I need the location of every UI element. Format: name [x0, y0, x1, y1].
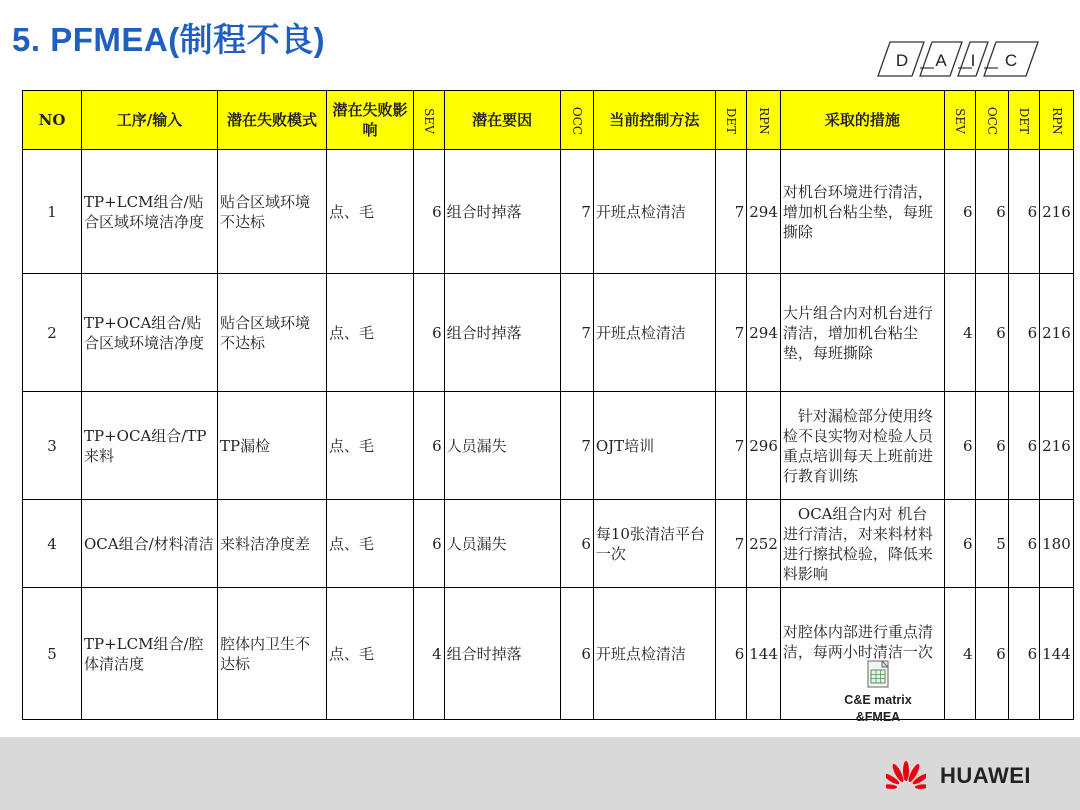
table-row [23, 150, 1074, 274]
object-label-line1: C&E matrix [844, 693, 912, 707]
cell-process: TP+LCM组合/贴合区域环境洁净度 [82, 150, 218, 274]
cell-det: 7 [715, 500, 746, 588]
cell-occ: 6 [560, 588, 593, 720]
cell-process: TP+OCA组合/TP来料 [82, 392, 218, 500]
cell-no: 5 [23, 588, 82, 720]
cell-occ: 7 [560, 274, 593, 392]
cell-control: 每10张清洁平台一次 [593, 500, 715, 588]
cell-occ-after: 6 [975, 588, 1008, 720]
cell-occ: 7 [560, 392, 593, 500]
header-action: 采取的措施 [780, 91, 944, 150]
cell-sev-after: 6 [944, 150, 975, 274]
cell-action: 对机台环境进行清洁，增加机台粘尘垫，每班撕除 [780, 150, 944, 274]
cell-failure-effect: 点、毛 [327, 150, 414, 274]
cell-cause: 组合时掉落 [444, 588, 560, 720]
cell-rpn: 294 [747, 150, 781, 274]
cell-action: 对腔体内部进行重点清洁，每两小时清洁一次 [780, 588, 944, 720]
cell-process: OCA组合/材料清洁 [82, 500, 218, 588]
cell-sev-after: 6 [944, 392, 975, 500]
logo-letter-a: A [935, 51, 947, 70]
cell-occ-after: 6 [975, 274, 1008, 392]
cell-failure-effect: 点、毛 [327, 588, 414, 720]
cell-sev: 4 [414, 588, 445, 720]
cell-occ-after: 6 [975, 392, 1008, 500]
cell-rpn: 144 [747, 588, 781, 720]
cell-det: 6 [715, 588, 746, 720]
slide-title: 5. PFMEA(制程不良) [12, 21, 326, 58]
cell-no: 2 [23, 274, 82, 392]
cell-occ: 6 [560, 500, 593, 588]
table-row [23, 392, 1074, 500]
header-control: 当前控制方法 [593, 91, 715, 150]
cell-rpn: 296 [747, 392, 781, 500]
cell-rpn-after: 216 [1040, 150, 1074, 274]
cell-sev-after: 4 [944, 588, 975, 720]
cell-rpn-after: 216 [1040, 392, 1074, 500]
cell-sev-after: 4 [944, 274, 975, 392]
header-no: NO [23, 91, 82, 150]
cell-failure-effect: 点、毛 [327, 392, 414, 500]
cell-rpn-after: 216 [1040, 274, 1074, 392]
header-process: 工序/输入 [82, 91, 218, 150]
cell-no: 3 [23, 392, 82, 500]
cell-det: 7 [715, 274, 746, 392]
logo-letter-d: D [895, 51, 909, 70]
cell-action: 针对漏检部分使用终检不良实物对检验人员重点培训每天上班前进行教育训练 [780, 392, 944, 500]
cell-sev: 6 [414, 274, 445, 392]
cell-failure-mode: 来料洁净度差 [218, 500, 327, 588]
cell-sev-after: 6 [944, 500, 975, 588]
cell-det-after: 6 [1008, 392, 1039, 500]
header-cause: 潜在要因 [444, 91, 560, 150]
cell-failure-effect: 点、毛 [327, 500, 414, 588]
cell-process: TP+OCA组合/贴合区域环境洁净度 [82, 274, 218, 392]
header-sev: SEV [414, 91, 445, 150]
header-det-after: DET [1008, 91, 1039, 150]
cell-det-after: 6 [1008, 500, 1039, 588]
embedded-excel-object[interactable] [838, 660, 918, 726]
pfmea-table [22, 90, 1074, 720]
cell-cause: 组合时掉落 [444, 274, 560, 392]
table-row [23, 274, 1074, 392]
huawei-petal-icon [886, 760, 926, 792]
cell-sev: 6 [414, 500, 445, 588]
excel-file-icon [866, 660, 890, 688]
daic-logo [876, 38, 1041, 80]
logo-letter-c: C [1004, 51, 1018, 70]
cell-failure-mode: TP漏检 [218, 392, 327, 500]
cell-det-after: 6 [1008, 150, 1039, 274]
cell-rpn: 252 [747, 500, 781, 588]
header-det: DET [715, 91, 746, 150]
cell-sev: 6 [414, 150, 445, 274]
logo-letter-i: I [970, 51, 976, 70]
cell-rpn: 294 [747, 274, 781, 392]
cell-no: 4 [23, 500, 82, 588]
cell-det-after: 6 [1008, 588, 1039, 720]
cell-det: 7 [715, 150, 746, 274]
table-row [23, 500, 1074, 588]
cell-control: 开班点检清洁 [593, 150, 715, 274]
header-rpn: RPN [747, 91, 781, 150]
cell-action: OCA组合内对 机台进行清洁，对来料材料进行擦拭检验，降低来料影响 [780, 500, 944, 588]
cell-failure-mode: 贴合区域环境不达标 [218, 274, 327, 392]
header-occ: OCC [560, 91, 593, 150]
cell-failure-mode: 贴合区域环境不达标 [218, 150, 327, 274]
table-header-row [23, 91, 1074, 150]
header-failure-effect: 潜在失败影响 [327, 91, 414, 150]
cell-cause: 人员漏失 [444, 500, 560, 588]
cell-sev: 6 [414, 392, 445, 500]
cell-cause: 人员漏失 [444, 392, 560, 500]
header-sev-after: SEV [944, 91, 975, 150]
cell-rpn-after: 144 [1040, 588, 1074, 720]
object-label-line2: &FMEA [855, 710, 901, 724]
cell-failure-effect: 点、毛 [327, 274, 414, 392]
cell-occ-after: 6 [975, 150, 1008, 274]
cell-rpn-after: 180 [1040, 500, 1074, 588]
cell-cause: 组合时掉落 [444, 150, 560, 274]
cell-no: 1 [23, 150, 82, 274]
header-rpn-after: RPN [1040, 91, 1074, 150]
cell-failure-mode: 腔体内卫生不达标 [218, 588, 327, 720]
cell-occ-after: 5 [975, 500, 1008, 588]
cell-process: TP+LCM组合/腔体清洁度 [82, 588, 218, 720]
header-occ-after: OCC [975, 91, 1008, 150]
brand-name: HUAWEI [940, 763, 1031, 788]
cell-det-after: 6 [1008, 274, 1039, 392]
cell-control: 开班点检清洁 [593, 588, 715, 720]
header-failure-mode: 潜在失败模式 [218, 91, 327, 150]
cell-det: 7 [715, 392, 746, 500]
cell-control: OJT培训 [593, 392, 715, 500]
cell-control: 开班点检清洁 [593, 274, 715, 392]
cell-occ: 7 [560, 150, 593, 274]
cell-action: 大片组合内对机台进行清洁，增加机台粘尘垫，每班撕除 [780, 274, 944, 392]
